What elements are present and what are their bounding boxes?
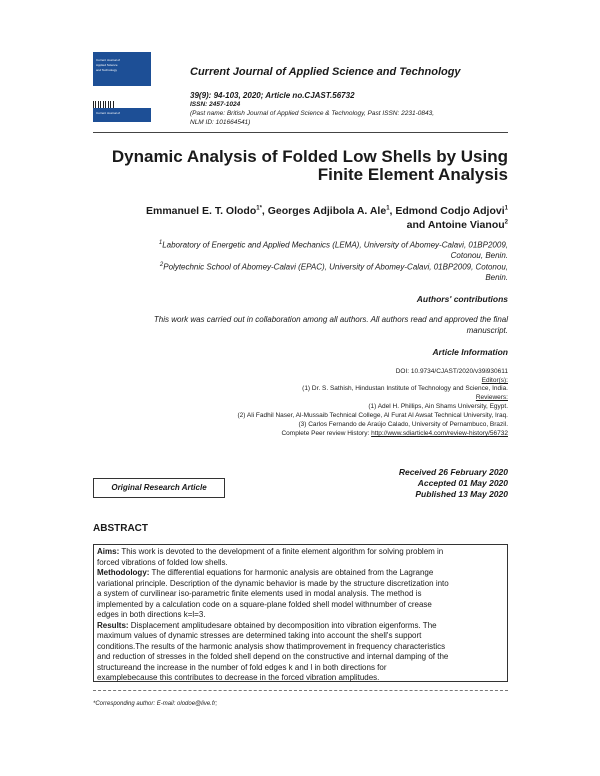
- paper-title-line-1: Dynamic Analysis of Folded Low Shells by Using: [111, 147, 508, 166]
- affiliation-text: Laboratory of Energetic and Applied Mechanics (LEMA), University of Abomey-Calavi, 01BP2009,: [162, 240, 508, 250]
- author-line-2: [407, 219, 508, 231]
- article-type-badge: Original Research Article: [93, 478, 225, 498]
- abstract-line: forced vibrations of folded low shells.: [97, 557, 228, 567]
- abstract-line: examplebecause this contributes to decrease in the forced vibration amplitudes.: [97, 673, 380, 682]
- author-superscript: 1: [386, 205, 390, 212]
- author-superscript: 1*: [256, 205, 262, 212]
- reviewer-entry: (1) Adel H. Phillips, Ain Shams University, Egypt.: [368, 403, 508, 410]
- contributions-text-line-1: This work was carried out in collaboration among all authors. All authors read and approved the final: [153, 315, 508, 324]
- journal-name: Current Journal of Applied Science and Technology: [190, 66, 461, 78]
- affiliation-1-line-2: Cotonou, Benin.: [450, 251, 508, 260]
- abstract-line: variational principle. Description of the dynamic behavior is made by the structure discretization into: [97, 578, 449, 588]
- review-history-label: Complete Peer review History:: [281, 430, 372, 437]
- cover-line: Applied Science: [96, 63, 118, 67]
- reviewers-label: Reviewers:: [475, 394, 508, 401]
- abstract-line: [97, 568, 433, 579]
- reviewer-entry: (2) Ali Fadhil Naser, Al-Mussaib Technical College, Al Furat Al Awsat Technical University, Iraq.: [237, 412, 508, 419]
- contributions-heading: Authors' contributions: [416, 294, 508, 304]
- author-name: and Antoine Vianou: [406, 219, 505, 231]
- author-superscript: 1: [504, 205, 508, 212]
- reviewer-entry: (3) Carlos Fernando de Araújo Calado, University of Pernambuco, Brazil.: [298, 421, 508, 428]
- abstract-heading: ABSTRACT: [93, 523, 148, 534]
- doi: DOI: 10.9734/CJAST/2020/v39i930611: [395, 368, 508, 375]
- footnote-separator: [93, 690, 508, 691]
- cover-line: and Technology: [96, 68, 117, 72]
- abstract-line: conditions.The results of the harmonic analysis show thatimprovement in frequency characteristics: [97, 641, 446, 651]
- published-date: Published 13 May 2020: [415, 489, 508, 499]
- abstract-line: maximum values of dynamic stresses are determined taking into account the shell's support: [97, 631, 422, 640]
- paper-title-line-2: Finite Element Analysis: [317, 165, 508, 184]
- affiliation-text: Polytechnic School of Abomey-Calavi (EPAC), University of Abomey-Calavi, 01BP2009, Cotonou,: [163, 262, 508, 272]
- review-history: [281, 430, 508, 437]
- cover-line: Current Journal of: [96, 111, 121, 115]
- author-name: , Georges Adjibola A. Ale: [261, 205, 387, 217]
- article-info-heading: Article Information: [432, 347, 508, 357]
- author-name: , Edmond Codjo Adjovi: [389, 205, 505, 217]
- abstract-text: This work is devoted to the development of a finite element algorithm for solving problem in: [119, 547, 444, 556]
- received-date: Received 26 February 2020: [398, 467, 508, 477]
- abstract-line: structureand the increase in the number of fold edges k and l in both directions for: [97, 662, 387, 672]
- abstract-line: [97, 547, 443, 558]
- abstract-line: and reduction of stresses in the folded shell depend on the constructive and internal damping of the: [97, 652, 449, 661]
- author-line-1: [146, 205, 508, 217]
- author-superscript: 2: [504, 219, 508, 226]
- affiliation-2-line-2: Benin.: [485, 273, 508, 282]
- abstract-line: [97, 621, 437, 632]
- abstract-text: Displacement amplitudesare obtained by decomposition into vibration eigenforms. The: [128, 620, 437, 630]
- editors-label: Editor(s):: [481, 377, 508, 384]
- corresponding-author-footnote: *Corresponding author: E-mail: olodoe@live.fr;: [93, 701, 218, 707]
- journal-cover-thumbnail: [93, 52, 151, 86]
- affiliation-superscript: 2: [159, 262, 164, 268]
- issn: ISSN: 2457-1024: [190, 101, 241, 108]
- aims-label: Aims:: [97, 547, 120, 556]
- header-rule: [93, 132, 508, 133]
- volume-info: 39(9): 94-103, 2020; Article no.CJAST.56732: [190, 91, 355, 100]
- abstract-line: implemented by a calculation code on a square-plane folded shell model withnumber of crease: [97, 599, 432, 609]
- nlm-id: NLM ID: 101664541): [190, 119, 251, 126]
- author-name: Emmanuel E. T. Olodo: [145, 205, 257, 217]
- cover-line: Current Journal of: [96, 58, 121, 62]
- affiliation-1-line-1: [159, 240, 508, 250]
- abstract-line: a system of curvilinear iso-parametric finite elements used in modal analysis. The method is: [97, 589, 422, 598]
- barcode-icon: [93, 101, 115, 108]
- contributions-text-line-2: manuscript.: [466, 326, 508, 335]
- journal-logo-strip: [93, 108, 151, 122]
- affiliation-2-line-1: [160, 262, 508, 272]
- review-history-link[interactable]: http://www.sdiarticle4.com/review-history/56732: [371, 430, 508, 437]
- results-label: Results:: [97, 620, 129, 630]
- methodology-label: Methodology:: [97, 568, 150, 577]
- abstract-line: edges in both directions k=l=3.: [97, 610, 206, 619]
- affiliation-superscript: 1: [158, 240, 163, 246]
- editor-entry: (1) Dr. S. Sathish, Hindustan Institute of Technology and Science, India.: [302, 385, 508, 392]
- past-name: (Past name: British Journal of Applied Science & Technology, Past ISSN: 2231-0843,: [190, 110, 435, 117]
- abstract-text: The differential equations for harmonic analysis are obtained from the Lagrange: [149, 568, 434, 577]
- accepted-date: Accepted 01 May 2020: [417, 478, 508, 488]
